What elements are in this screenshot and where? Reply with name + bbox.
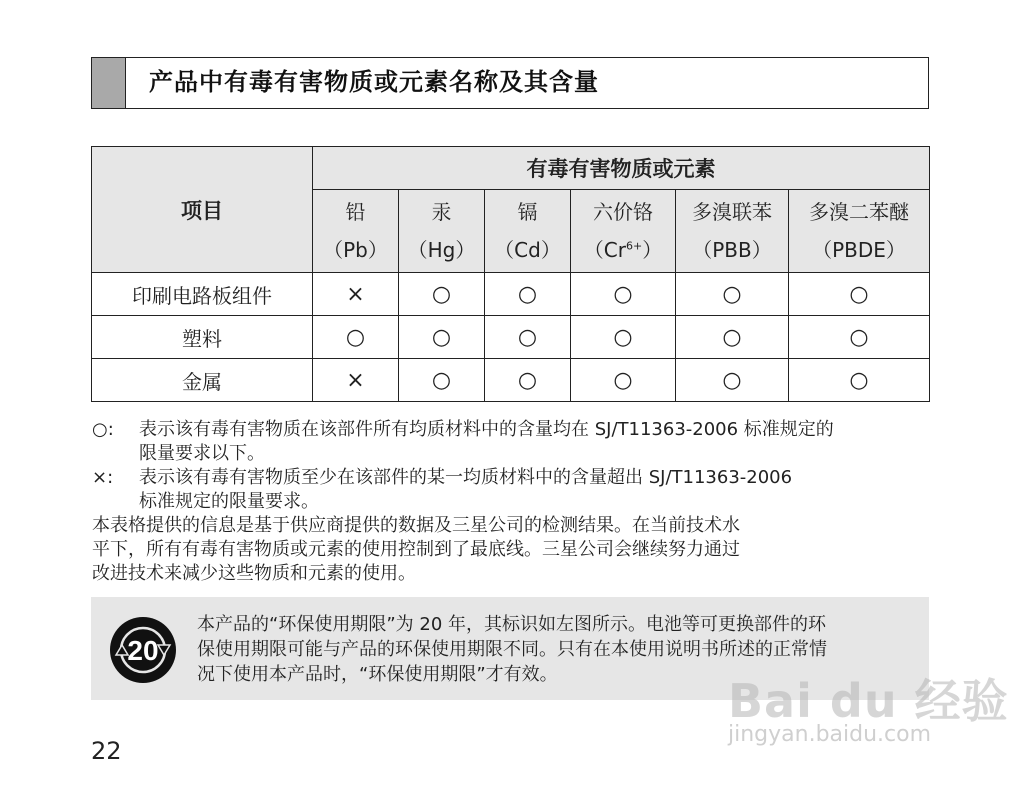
presence-mark: ○ bbox=[613, 282, 633, 307]
legend-notes bbox=[92, 418, 934, 586]
epup-logo-number: 20 bbox=[127, 635, 159, 666]
presence-mark: × bbox=[346, 368, 365, 393]
table-cell bbox=[485, 316, 571, 359]
table-cell bbox=[485, 273, 571, 316]
cross-note bbox=[92, 466, 934, 514]
substance-header-pb bbox=[313, 190, 399, 273]
substance-symbol bbox=[571, 231, 675, 269]
table-cell bbox=[313, 316, 399, 359]
epup-20-logo-icon bbox=[108, 615, 178, 685]
hazardous-substance-table bbox=[91, 146, 930, 402]
substance-header-pbb bbox=[676, 190, 789, 273]
presence-mark: ○ bbox=[613, 325, 633, 350]
substance-name: 六价铬 bbox=[593, 200, 653, 224]
table-cell bbox=[789, 316, 930, 359]
substance-name: 汞 bbox=[431, 200, 452, 224]
item-column-header: 项目 bbox=[92, 147, 313, 273]
page-number: 22 bbox=[91, 737, 122, 765]
substance-group-header: 有毒有害物质或元素 bbox=[313, 147, 930, 190]
table-cell bbox=[676, 273, 789, 316]
substance-header-pbde bbox=[789, 190, 930, 273]
paragraph-line: 改进技术来减少这些物质和元素的使用。 bbox=[92, 563, 416, 584]
watermark-logo: Bai du 经验 bbox=[728, 674, 1009, 728]
presence-mark: ○ bbox=[722, 368, 742, 393]
table-cell bbox=[676, 359, 789, 402]
symbol-start: （Cr bbox=[583, 238, 626, 262]
substance-name: 多溴联苯 bbox=[692, 200, 772, 224]
presence-mark: ○ bbox=[849, 325, 869, 350]
table-cell bbox=[571, 273, 676, 316]
note-text: 表示该有毒有害物质在该部件所有均质材料中的含量均在 SJ/T11363-2006 标准规定的 bbox=[139, 419, 834, 440]
presence-mark: ○ bbox=[517, 325, 538, 350]
presence-mark: ○ bbox=[517, 282, 538, 307]
circle-note bbox=[92, 418, 934, 466]
presence-mark: ○ bbox=[517, 368, 538, 393]
circle-symbol: ○: bbox=[92, 419, 114, 440]
note-text: 标准规定的限量要求。 bbox=[139, 491, 319, 512]
presence-mark: ○ bbox=[431, 368, 452, 393]
table-row bbox=[92, 273, 930, 316]
presence-mark: ○ bbox=[849, 368, 869, 393]
substance-symbol: （Hg） bbox=[407, 238, 476, 262]
substance-symbol: （Cd） bbox=[494, 238, 561, 262]
paragraph-line: 本表格提供的信息是基于供应商提供的数据及三星公司的检测结果。在当前技术水 bbox=[92, 515, 740, 536]
symbol-superscript: 6+ bbox=[625, 239, 643, 253]
watermark-url: jingyan.baidu.com bbox=[728, 722, 932, 747]
substance-symbol: （PBB） bbox=[692, 238, 772, 262]
row-item-label: 塑料 bbox=[92, 316, 313, 359]
substance-name: 铅 bbox=[345, 200, 366, 224]
presence-mark: ○ bbox=[722, 325, 742, 350]
disclaimer-paragraph bbox=[92, 514, 934, 586]
note-text: 限量要求以下。 bbox=[139, 443, 265, 464]
section-header bbox=[91, 57, 929, 109]
table-cell bbox=[485, 359, 571, 402]
table-cell bbox=[676, 316, 789, 359]
header-accent-bar bbox=[92, 58, 126, 108]
cross-symbol: ×: bbox=[92, 467, 114, 488]
substance-symbol: （Pb） bbox=[323, 238, 388, 262]
table-cell bbox=[399, 359, 485, 402]
table-cell bbox=[789, 359, 930, 402]
presence-mark: ○ bbox=[345, 325, 366, 350]
table-row bbox=[92, 359, 930, 402]
substance-header-cd bbox=[485, 190, 571, 273]
table-row bbox=[92, 316, 930, 359]
symbol-end: ） bbox=[642, 238, 663, 262]
substance-header-cr6 bbox=[571, 190, 676, 273]
table-cell bbox=[571, 359, 676, 402]
table-cell bbox=[399, 316, 485, 359]
row-item-label: 印刷电路板组件 bbox=[92, 273, 313, 316]
presence-mark: × bbox=[346, 282, 365, 307]
substance-header-hg bbox=[399, 190, 485, 273]
presence-mark: ○ bbox=[431, 325, 452, 350]
env-text-line: 本产品的“环保使用期限”为 20 年，其标识如左图所示。电池等可更换部件的环 bbox=[197, 614, 826, 635]
table-cell bbox=[313, 359, 399, 402]
table-cell bbox=[313, 273, 399, 316]
table-cell bbox=[789, 273, 930, 316]
substance-name: 镉 bbox=[517, 200, 538, 224]
presence-mark: ○ bbox=[849, 282, 869, 307]
presence-mark: ○ bbox=[431, 282, 452, 307]
substance-name: 多溴二苯醚 bbox=[809, 200, 910, 224]
table-cell bbox=[399, 273, 485, 316]
env-text-line: 保使用期限可能与产品的环保使用期限不同。只有在本使用说明书所述的正常情 bbox=[197, 639, 827, 660]
presence-mark: ○ bbox=[722, 282, 742, 307]
note-text: 表示该有毒有害物质至少在该部件的某一均质材料中的含量超出 SJ/T11363-2006 bbox=[139, 467, 793, 488]
substance-symbol: （PBDE） bbox=[812, 238, 906, 262]
presence-mark: ○ bbox=[613, 368, 633, 393]
section-title: 产品中有毒有害物质或元素名称及其含量 bbox=[149, 68, 599, 96]
env-text-line: 况下使用本产品时，“环保使用期限”才有效。 bbox=[197, 664, 558, 685]
row-item-label: 金属 bbox=[92, 359, 313, 402]
paragraph-line: 平下，所有有毒有害物质或元素的使用控制到了最底线。三星公司会继续努力通过 bbox=[92, 539, 740, 560]
table-cell bbox=[571, 316, 676, 359]
